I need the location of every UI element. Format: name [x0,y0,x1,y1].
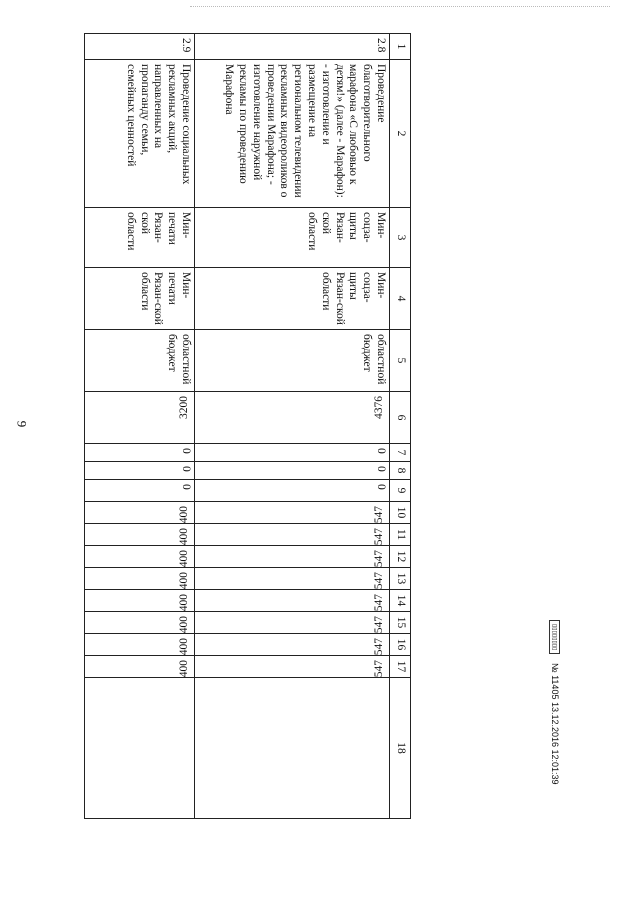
year-value: 547 [195,524,390,546]
funding-source: областной бюджет [85,330,195,392]
year-value: 400 [85,524,195,546]
year-value: 547 [195,502,390,524]
year-value: 0 [195,462,390,480]
executor: Мин-соцза-щиты Рязан-ской области [195,208,390,268]
col-header: 18 [390,678,411,819]
coexecutor: Мин-печати Рязан-ской области [85,268,195,330]
total-value: 3200 [85,392,195,444]
col-header: 16 [390,634,411,656]
barcode-icon: ▯▯▯▯▯▯▯▯ [549,620,560,654]
coexecutor: Мин-соцза-щиты Рязан-ской области [195,268,390,330]
table-row [195,34,390,819]
year-value: 547 [195,568,390,590]
year-value: 400 [85,656,195,678]
col-header: 8 [390,462,411,480]
col-header: 15 [390,612,411,634]
funding-source: областной бюджет [195,330,390,392]
year-value: 400 [85,502,195,524]
col-header: 9 [390,480,411,502]
scan-noise [190,6,610,11]
year-value: 400 [85,546,195,568]
col-header: 7 [390,444,411,462]
expected-result [195,678,390,819]
year-value: 0 [85,462,195,480]
total-value: 4376 [195,392,390,444]
measure-name: Проведение благотворительного марафона «С любовью к детям!» (далее - Марафон): - изготовление и размещение на региональном телевидении рекламных видеороликов о проведении Марафона; - изготовление наружной рекламы по проведению Марафона [195,60,390,208]
measure-name: Проведение социальных рекламных акций, направленных на пропаганду семьи, семейных ценностей [85,60,195,208]
year-value: 0 [85,480,195,502]
col-header: 12 [390,546,411,568]
year-value: 400 [85,612,195,634]
year-value: 547 [195,634,390,656]
program-table [84,33,411,819]
col-header: 17 [390,656,411,678]
row-number: 2.8 [195,34,390,60]
year-value: 400 [85,590,195,612]
col-header: 14 [390,590,411,612]
year-value: 0 [195,444,390,462]
year-value: 547 [195,590,390,612]
year-value: 547 [195,612,390,634]
expected-result [85,678,195,819]
col-header: 2 [390,60,411,208]
table-row [85,34,195,819]
year-value: 547 [195,546,390,568]
year-value: 400 [85,634,195,656]
col-header: 13 [390,568,411,590]
col-header: 3 [390,208,411,268]
year-value: 0 [85,444,195,462]
year-value: 0 [195,480,390,502]
year-value: 547 [195,656,390,678]
year-value: 400 [85,568,195,590]
col-header: 11 [390,524,411,546]
header-row [390,34,411,819]
col-header: 1 [390,34,411,60]
executor: Мин-печати Рязан-ской области [85,208,195,268]
col-header: 6 [390,392,411,444]
registration-stamp [549,620,560,785]
col-header: 10 [390,502,411,524]
table-container [86,33,411,818]
page-number: 9 [14,420,30,428]
document-id: № 11405 13.12.2016 12:01:39 [550,662,560,785]
row-number: 2.9 [85,34,195,60]
col-header: 4 [390,268,411,330]
col-header: 5 [390,330,411,392]
